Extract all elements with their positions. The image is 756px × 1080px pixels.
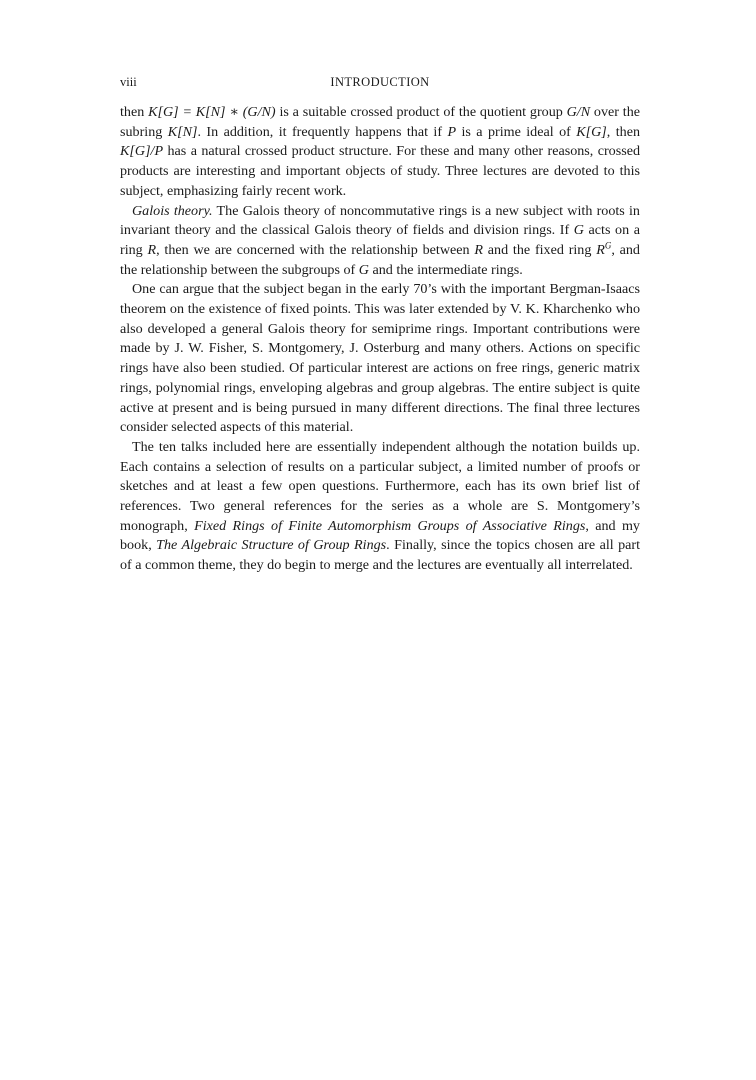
math-expression: G	[573, 222, 584, 239]
running-title: INTRODUCTION	[330, 75, 430, 89]
page	[120, 72, 640, 576]
math-expression: G	[358, 261, 369, 278]
math-expression: K[G] = K[N] ∗ (G/N)	[148, 104, 276, 120]
math-expression: K[G]/P	[120, 143, 164, 160]
math-expression: P	[447, 123, 457, 140]
paragraph-crossed-products: then K[G] = K[N] ∗ (G/N) is a suitable crossed product of the quotient group G/N over the subring K[N]. In addition, it frequently happens that if P is a prime ideal of K[G], then K[G]/P has a natural crossed product structure. For these and many other reasons, crossed products are interesting and important objects of study. Three lectures are devoted to this subject, emphasizing fairly recent work.	[120, 104, 641, 199]
paragraph-history: One can argue that the subject began in the early 70’s with the important Bergman-Isaacs theorem on the existence of fixed points. This was later extended by V. K. Kharchenko who also developed a general Galois theory for semiprime rings. Important contributions were made by J. W. Fisher, S. Montgomery, J. Osterburg and many others. Actions on specific rings have also been studied. Of particular interest are actions on free rings, generic matrix rings, polynomial rings, enveloping algebras and group algebras. The entire subject is quite active at present and is being pursued in many different directions. The final three lectures consider selected aspects of this material.	[120, 281, 640, 436]
paragraph-ten-talks: The ten talks included here are essentially independent although the notation builds up. Each contains a selection of results on a particular subject, a limited number of proofs or sketches and at least a few open questions. Furthermore, each has its own brief list of references. Two general references for the series as a whole are S. Montgomery’s monograph, Fixed Rings of Finite Automorphism Groups of Associative Rings, and my book, The Algebraic Structure of Group Rings. Finally, since the topics chosen are all part of a common theme, they do begin to merge and the lectures are eventually all interrelated.	[120, 438, 641, 574]
math-expression: K[G]	[576, 123, 607, 140]
paragraph-galois-theory: Galois theory. The Galois theory of noncommutative rings is a new subject with roots in invariant theory and the classical Galois theory of fields and division rings. If G acts on a ring R, then we are concerned with the relationship between R and the fixed ring $R^G$, and the relationship between the subgroups of G and the intermediate rings.	[120, 202, 640, 278]
math-expression: R	[474, 241, 483, 258]
math-superscript: G	[604, 240, 612, 251]
book-title-passman: The Algebraic Structure of Group Rings	[156, 537, 387, 554]
book-title-montgomery: Fixed Rings of Finite Automorphism Groups of Associative Rings	[194, 517, 586, 534]
math-expression: R	[147, 241, 157, 258]
math-expression: R	[596, 241, 605, 258]
math-expression: G/N	[566, 104, 591, 120]
section-heading-galois-theory: Galois theory.	[132, 202, 213, 219]
running-head	[120, 72, 640, 92]
body-text	[120, 103, 640, 576]
page-number: viii	[120, 75, 137, 89]
math-expression: K[N]	[167, 123, 198, 140]
